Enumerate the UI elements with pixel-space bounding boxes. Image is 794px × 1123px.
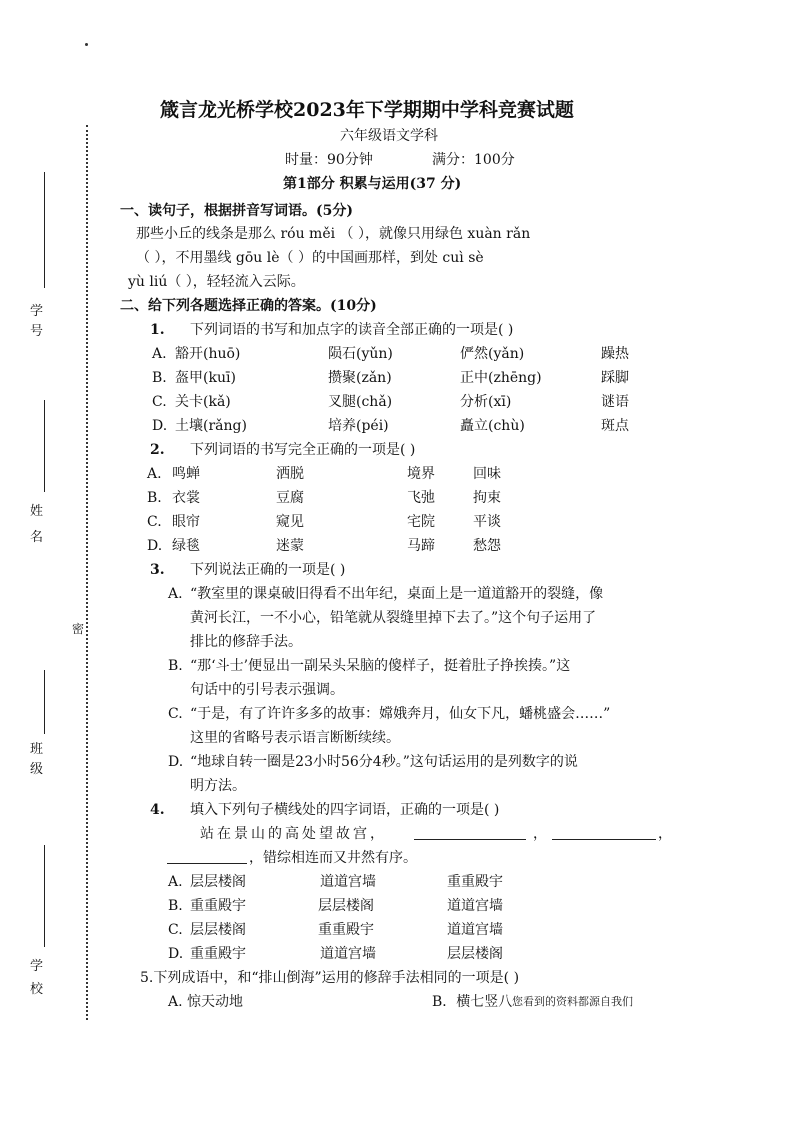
side-label-xiao: 校 xyxy=(30,982,44,997)
q2-option-cell: 愁怨 xyxy=(473,538,501,554)
q4-number: 4. xyxy=(150,802,165,818)
section1-line1: 那些小丘的线条是那么 róu měi （ ），就像只用绿色 xuàn rǎn xyxy=(136,226,531,242)
side-label-hao: 号 xyxy=(30,324,44,339)
q2-option-cell: 拘束 xyxy=(473,490,501,506)
q3-stem: 下列说法正确的一项是( ) xyxy=(190,562,346,578)
q3-option-label: C. xyxy=(168,706,183,722)
watermark-text: 您看到的资料都源自我们 xyxy=(512,995,633,1008)
q2-option-cell: 平谈 xyxy=(473,514,501,530)
q4-option-cell: 层层楼阁 xyxy=(190,922,246,938)
q1-option-cell: 关卡(kǎ) xyxy=(175,394,231,410)
q3-option-text: 这里的省略号表示语言断断续续。 xyxy=(190,730,400,746)
q2-option-cell: 窥见 xyxy=(276,514,304,530)
q1-option-label: A. xyxy=(152,346,167,362)
q4-option-cell: 道道宫墙 xyxy=(320,946,376,962)
side-label-xing: 姓 xyxy=(30,504,44,519)
q1-option-cell: 谜语 xyxy=(601,394,629,410)
q3-option-label: D. xyxy=(168,754,184,770)
q3-number: 3. xyxy=(150,562,165,578)
q4-option-cell: 重重殿宇 xyxy=(190,898,246,914)
q5-option-a: A. 惊天动地 xyxy=(168,994,244,1010)
q2-number: 2. xyxy=(150,442,165,458)
q2-option-cell: 衣裳 xyxy=(172,490,200,506)
q4-comma-1: ， xyxy=(533,826,547,842)
q4-option-label: A. xyxy=(168,874,183,890)
q3-option-text: 明方法。 xyxy=(190,778,246,794)
binding-dot xyxy=(85,43,88,46)
section2-heading: 二、给下列各题选择正确的答案。(10分) xyxy=(120,298,377,314)
q4-blank-3 xyxy=(167,849,247,864)
q2-option-label: D. xyxy=(147,538,163,554)
q4-option-label: B. xyxy=(168,898,183,914)
q2-option-label: B. xyxy=(147,490,162,506)
q4-blank-1 xyxy=(414,825,526,840)
time-label: 时量：90分钟 xyxy=(285,152,373,168)
q4-stem: 填入下列句子横线处的四字词语，正确的一项是( ) xyxy=(190,802,500,818)
q4-option-cell: 重重殿宇 xyxy=(190,946,246,962)
q3-option-label: B. xyxy=(168,658,183,674)
student-id-line xyxy=(44,172,45,288)
q3-option-text: 黄河长江，一不小心，铅笔就从裂缝里掉下去了。”这个句子运用了 xyxy=(190,610,597,626)
q2-option-cell: 回味 xyxy=(473,466,501,482)
q4-sentence-start: 站在景山的高处望故宫， xyxy=(200,826,387,842)
q2-option-cell: 飞弛 xyxy=(407,490,435,506)
q2-option-cell: 迷蒙 xyxy=(276,538,304,554)
section1-heading: 一、读句子，根据拼音写词语。(5分) xyxy=(120,203,353,219)
q1-option-cell: 正中(zhēng) xyxy=(460,370,542,386)
q1-option-label: B. xyxy=(152,370,167,386)
q1-option-cell: 俨然(yǎn) xyxy=(460,346,525,362)
q5-stem: 5.下列成语中，和“排山倒海”运用的修辞手法相同的一项是( ) xyxy=(140,970,520,986)
side-label-ming: 名 xyxy=(30,530,44,545)
q1-option-cell: 躁热 xyxy=(601,346,629,362)
part-heading: 第1部分 积累与运用(37 分) xyxy=(283,176,462,192)
q2-option-cell: 马蹄 xyxy=(407,538,435,554)
q1-option-cell: 土壤(rǎng) xyxy=(175,418,247,434)
q2-option-label: C. xyxy=(147,514,162,530)
q1-option-label: D. xyxy=(152,418,168,434)
q4-option-cell: 层层楼阁 xyxy=(447,946,503,962)
side-label-xue: 学 xyxy=(30,304,44,319)
q4-sentence-end: ，错综相连而又井然有序。 xyxy=(249,850,417,866)
q4-option-cell: 重重殿宇 xyxy=(447,874,503,890)
q2-option-cell: 豆腐 xyxy=(276,490,304,506)
q1-option-cell: 矗立(chù) xyxy=(460,418,525,434)
q4-option-label: D. xyxy=(168,946,184,962)
q2-option-cell: 绿毯 xyxy=(172,538,200,554)
q4-blank-2 xyxy=(552,825,656,840)
q2-option-cell: 境界 xyxy=(407,466,435,482)
q3-option-label: A. xyxy=(168,586,183,602)
q4-option-cell: 道道宫墙 xyxy=(447,922,503,938)
q1-option-cell: 陨石(yǔn) xyxy=(328,346,393,362)
q1-option-cell: 攒聚(zǎn) xyxy=(328,370,392,386)
section1-line2: （ ），不用墨线 gōu lè（ ）的中国画那样，到处 cuì sè xyxy=(136,250,484,266)
seal-char: 密 xyxy=(72,622,85,636)
score-label: 满分：100分 xyxy=(432,152,515,168)
q3-option-text: “地球自转一圈是23小时56分4秒。”这句话运用的是列数字的说 xyxy=(190,754,578,770)
q3-option-text: 排比的修辞手法。 xyxy=(190,634,302,650)
q4-option-cell: 重重殿宇 xyxy=(318,922,374,938)
q1-option-label: C. xyxy=(152,394,167,410)
q2-option-label: A. xyxy=(147,466,162,482)
exam-title: 箴言龙光桥学校2023年下学期期中学科竞赛试题 xyxy=(160,99,574,121)
exam-subtitle: 六年级语文学科 xyxy=(340,128,438,144)
q1-option-cell: 培养(péi) xyxy=(328,418,389,434)
q2-option-cell: 鸣蝉 xyxy=(172,466,200,482)
side-label-ji: 级 xyxy=(30,762,44,777)
side-label-xue2: 学 xyxy=(30,959,44,974)
q1-option-cell: 豁开(huō) xyxy=(175,346,241,362)
q3-option-text: “那‘斗士’便显出一副呆头呆脑的傻样子，挺着肚子挣挨揍。”这 xyxy=(190,658,571,674)
q1-number: 1. xyxy=(150,322,165,338)
q3-option-text: 句话中的引号表示强调。 xyxy=(190,682,344,698)
q2-option-cell: 宅院 xyxy=(407,514,435,530)
q4-option-cell: 层层楼阁 xyxy=(318,898,374,914)
q5-option-b: B．横七竖八 xyxy=(432,994,513,1010)
side-label-ban: 班 xyxy=(30,742,44,757)
binding-dotted-line xyxy=(86,125,88,1020)
school-line xyxy=(44,845,45,947)
q4-option-cell: 层层楼阁 xyxy=(190,874,246,890)
q1-option-cell: 踩脚 xyxy=(601,370,629,386)
name-line xyxy=(44,400,45,492)
q2-stem: 下列词语的书写完全正确的一项是( ) xyxy=(190,442,416,458)
q1-option-cell: 叉腿(chǎ) xyxy=(328,394,393,410)
q4-option-label: C. xyxy=(168,922,183,938)
q3-option-text: “于是，有了许许多多的故事：嫦娥奔月，仙女下凡，蟠桃盛会……” xyxy=(190,706,611,722)
q3-option-text: “教室里的课桌破旧得看不出年纪，桌面上是一道道豁开的裂缝，像 xyxy=(190,586,604,602)
q1-stem: 下列词语的书写和加点字的读音全部正确的一项是( ) xyxy=(190,322,514,338)
class-line xyxy=(44,670,45,734)
q2-option-cell: 洒脱 xyxy=(276,466,304,482)
q4-option-cell: 道道宫墙 xyxy=(447,898,503,914)
q4-option-cell: 道道宫墙 xyxy=(320,874,376,890)
q4-comma-2: ， xyxy=(658,826,672,842)
q1-option-cell: 分析(xī) xyxy=(460,394,512,410)
q1-option-cell: 斑点 xyxy=(601,418,629,434)
section1-line3: yù liú（ ），轻轻流入云际。 xyxy=(128,274,305,290)
q1-option-cell: 盔甲(kuī) xyxy=(175,370,236,386)
q2-option-cell: 眼帘 xyxy=(172,514,200,530)
